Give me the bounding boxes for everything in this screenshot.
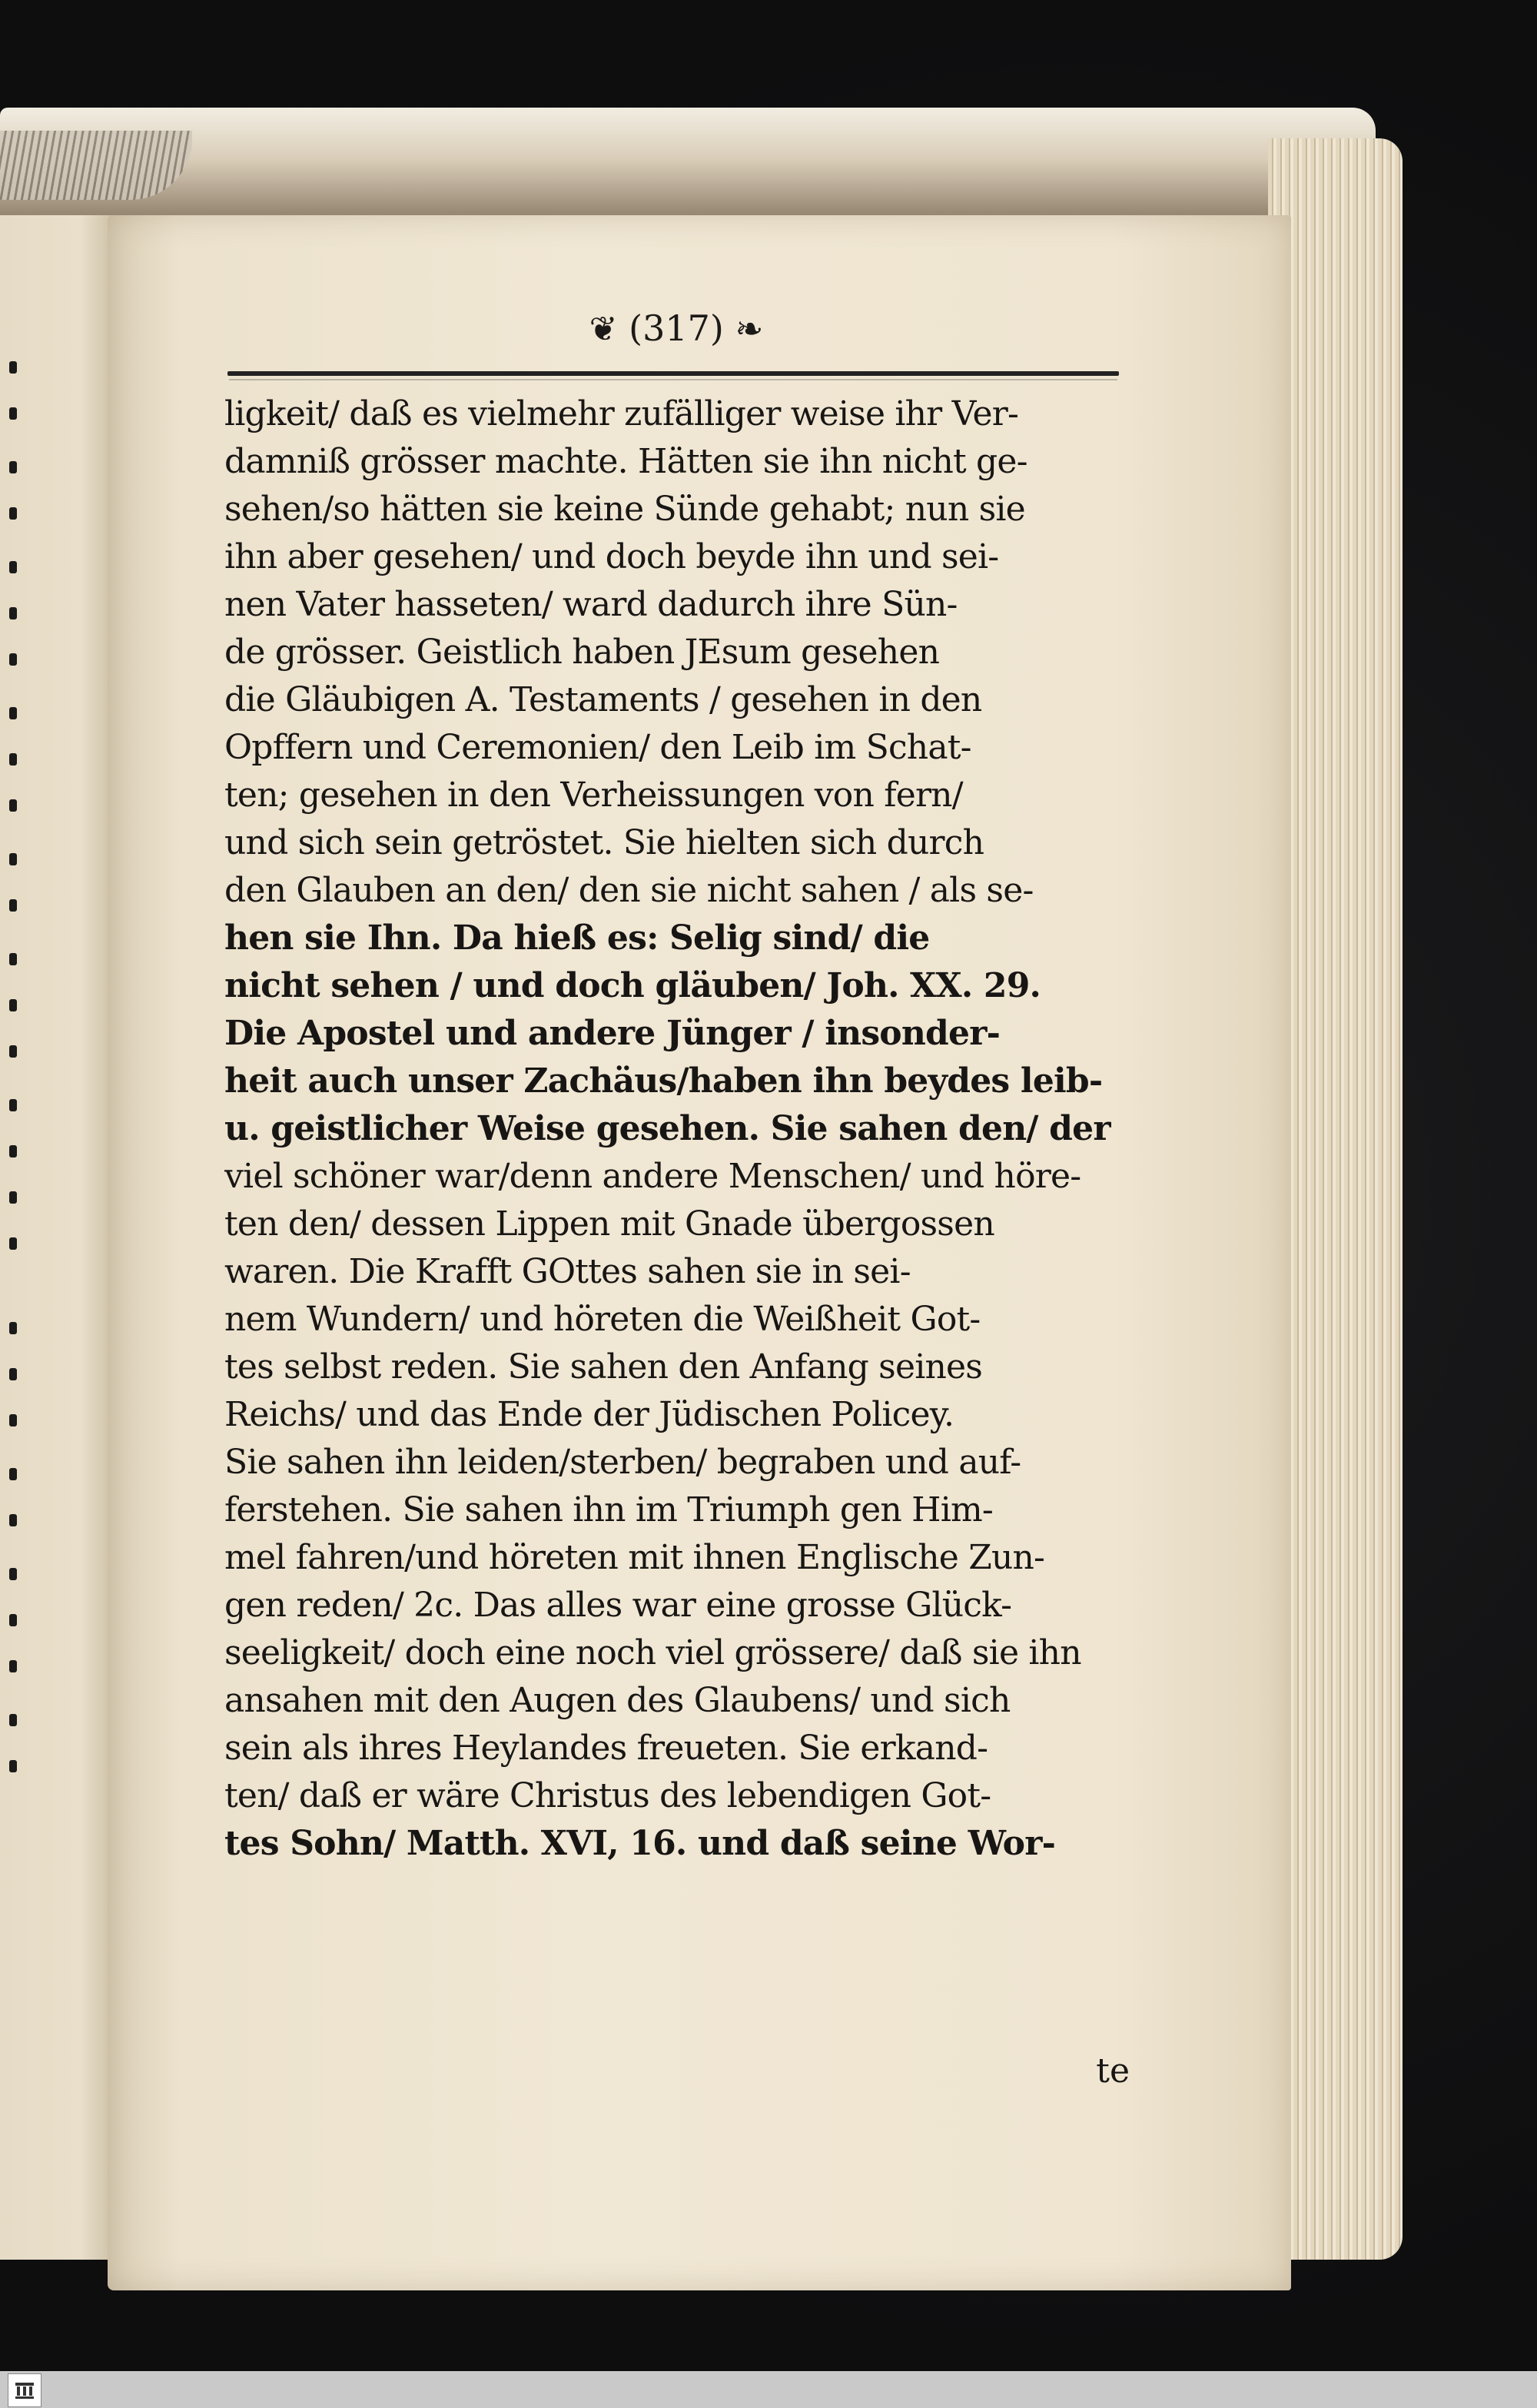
previous-page-text-fragment [9,899,17,912]
text-line: Die Apostel und andere Jünger / insonder- [224,1014,1001,1053]
previous-page-text-fragment [9,1368,17,1380]
previous-page-edge [0,215,118,2260]
previous-page-text-fragment [9,707,17,719]
previous-page-text-fragment [9,1760,17,1772]
text-line: gen reden/ 2c. Das alles war eine grosse Glück- [224,1586,1012,1625]
previous-page-text-fragment [9,1568,17,1580]
text-line: ten; gesehen in den Verheissungen von fern/ [224,776,963,815]
text-line: sein als ihres Heylandes freueten. Sie erkand- [224,1729,988,1768]
previous-page-text-fragment [9,1614,17,1626]
previous-page-text-fragment [9,853,17,865]
body-text [224,390,1139,1868]
previous-page-text-fragment [9,1045,17,1058]
previous-page-text-fragment [9,607,17,619]
page-number: (317) [629,307,724,349]
previous-page-text-fragment [9,1468,17,1480]
page-header [553,301,799,355]
book-top-edge [0,108,1376,223]
previous-page-text-fragment [9,1145,17,1158]
previous-page-text-fragment [9,1099,17,1111]
previous-page-text-fragment [9,507,17,520]
binding-thread [0,131,192,200]
text-line: Reichs/ und das Ende der Jüdischen Policey. [224,1395,954,1434]
previous-page-text-fragment [9,653,17,666]
text-line: ten/ daß er wäre Christus des lebendigen Got- [224,1776,991,1815]
text-line: heit auch unser Zachäus/haben ihn beydes leib- [224,1061,1103,1101]
text-line: mel fahren/und höreten mit ihnen Englische Zun- [224,1538,1045,1577]
text-line: sehen/so hätten sie keine Sünde gehabt; nun sie [224,490,1025,529]
text-line: damniß grösser machte. Hätten sie ihn nicht ge- [224,442,1027,481]
previous-page-text-fragment [9,953,17,965]
previous-page-text-fragment [9,1414,17,1427]
previous-page-text-fragment [9,1514,17,1526]
previous-page-text-fragment [9,561,17,573]
text-line: viel schöner war/denn andere Menschen/ und höre- [224,1157,1081,1196]
text-line: nem Wundern/ und höreten die Weißheit Got- [224,1300,981,1339]
header-rule [227,371,1119,376]
text-line: waren. Die Krafft GOttes sahen sie in sei- [224,1252,911,1291]
text-line: nen Vater hasseten/ ward dadurch ihre Sün- [224,585,958,624]
text-line: tes selbst reden. Sie sahen den Anfang seines [224,1347,983,1387]
previous-page-text-fragment [9,1237,17,1250]
text-line: nicht sehen / und doch gläuben/ Joh. XX. 29. [224,966,1041,1005]
text-line: seeligkeit/ doch eine noch viel grössere/ daß sie ihn [224,1633,1081,1672]
text-line: und sich sein getröstet. Sie hielten sich durch [224,823,984,862]
text-line: tes Sohn/ Matth. XVI, 16. und daß seine Wor- [224,1824,1056,1863]
previous-page-text-fragment [9,753,17,766]
text-line: ihn aber gesehen/ und doch beyde ihn und sei- [224,537,999,576]
text-line: ferstehen. Sie sahen ihn im Triumph gen Him- [224,1490,993,1529]
text-line: ten den/ dessen Lippen mit Gnade übergossen [224,1204,994,1244]
library-logo-icon[interactable] [8,2373,41,2407]
previous-page-text-fragment [9,1191,17,1204]
library-logo-graphic [13,2379,36,2402]
text-line: Opffern und Ceremonien/ den Leib im Schat- [224,728,971,767]
right-ornament-icon: ❧ [735,310,764,349]
previous-page-text-fragment [9,1322,17,1334]
viewer-footer-bar [0,2371,1537,2408]
previous-page-text-fragment [9,999,17,1011]
text-line: de grösser. Geistlich haben JEsum gesehen [224,633,940,672]
previous-page-text-fragment [9,1660,17,1672]
left-ornament-icon: ❦ [589,310,618,349]
previous-page-text-fragment [9,1714,17,1726]
text-line: ansahen mit den Augen des Glaubens/ und sich [224,1681,1011,1720]
text-line: ligkeit/ daß es vielmehr zufälliger weise ihr Ver- [224,394,1019,433]
text-line: die Gläubigen A. Testaments / gesehen in den [224,680,982,719]
previous-page-text-fragment [9,361,17,374]
previous-page-text-fragment [9,461,17,473]
previous-page-text-fragment [9,799,17,812]
previous-page-text-fragment [9,407,17,420]
text-line: Sie sahen ihn leiden/sterben/ begraben und auf- [224,1443,1021,1482]
text-line: den Glauben an den/ den sie nicht sahen / als se- [224,871,1034,910]
catchword: te [1096,2051,1130,2091]
text-line: u. geistlicher Weise gesehen. Sie sahen den/ der [224,1109,1110,1148]
text-line: hen sie Ihn. Da hieß es: Selig sind/ die [224,918,930,958]
